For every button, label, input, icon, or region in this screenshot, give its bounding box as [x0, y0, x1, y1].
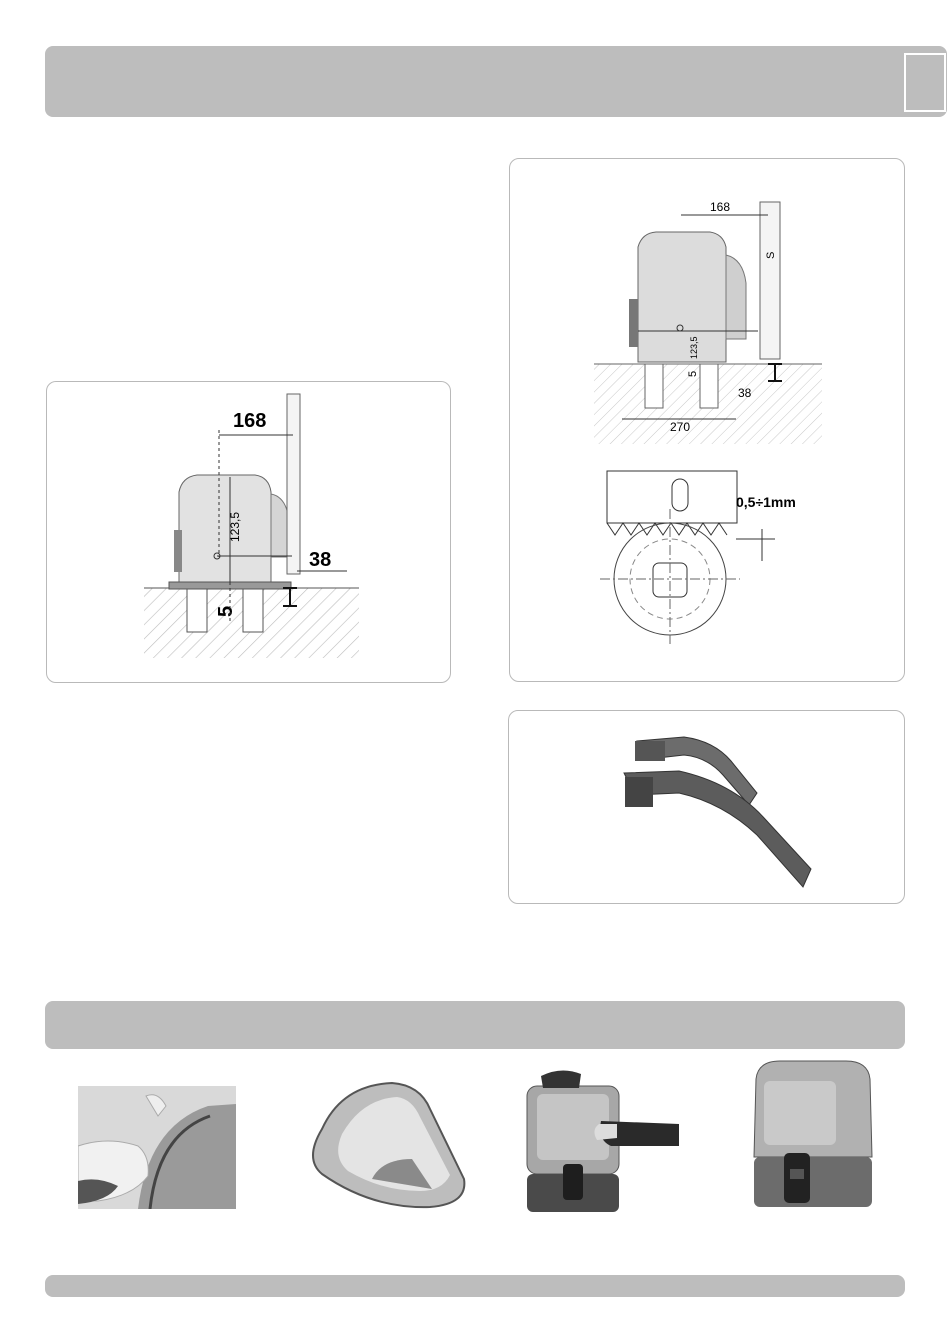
section2-header-band: [45, 1001, 905, 1049]
header-tab: [904, 53, 946, 112]
gap-label: 0,5÷1mm: [736, 494, 796, 510]
dim-s-label: S: [765, 251, 777, 259]
rack-post: [760, 202, 780, 359]
rack-post: [287, 394, 300, 574]
dim-123-label: 123,5: [689, 336, 699, 359]
motor-rear-part: [726, 255, 746, 339]
motor-rear-part: [271, 494, 289, 557]
side-view-diagram: [47, 382, 450, 682]
dim-168-label: 168: [233, 410, 267, 432]
foundation-leg-right: [243, 588, 263, 632]
dim-270-label: 270: [670, 420, 691, 434]
motor-side-fins: [629, 299, 638, 347]
header-band: [45, 46, 947, 117]
cover-shell-photo: [302, 1079, 468, 1212]
footer-band: [45, 1275, 905, 1297]
side-view-figure-box: [46, 381, 451, 683]
brackets-figure-box: [508, 710, 905, 904]
motor-assembled-photo: [750, 1059, 876, 1210]
bracket-upper-block: [635, 741, 665, 761]
motor-side-fins: [174, 530, 182, 572]
motor-cover-fitting-photo: [521, 1066, 679, 1219]
dim-38-label: 38: [309, 549, 332, 571]
gear-rack-diagram: [600, 471, 796, 644]
install-figure-box: [509, 158, 905, 682]
bracket-lower-block: [625, 777, 653, 807]
dim-168-label: 168: [710, 200, 731, 214]
motor-body: [638, 232, 726, 362]
motor-body: [179, 475, 271, 585]
dim-123-label: 123,5: [228, 511, 242, 542]
foundation-leg-left: [645, 364, 663, 408]
foundation-leg-left: [187, 588, 207, 632]
install-side-diagram: [510, 159, 904, 681]
rack-teeth: [607, 523, 727, 535]
dim-38-label: 38: [738, 386, 752, 400]
dim-5-label: 5: [215, 605, 237, 617]
dim-5-label: 5: [687, 370, 699, 377]
cover-hand-photo: [78, 1086, 236, 1209]
brackets-illustration: [509, 711, 904, 903]
rack-slot: [672, 479, 688, 511]
foundation-leg-right: [700, 364, 718, 408]
